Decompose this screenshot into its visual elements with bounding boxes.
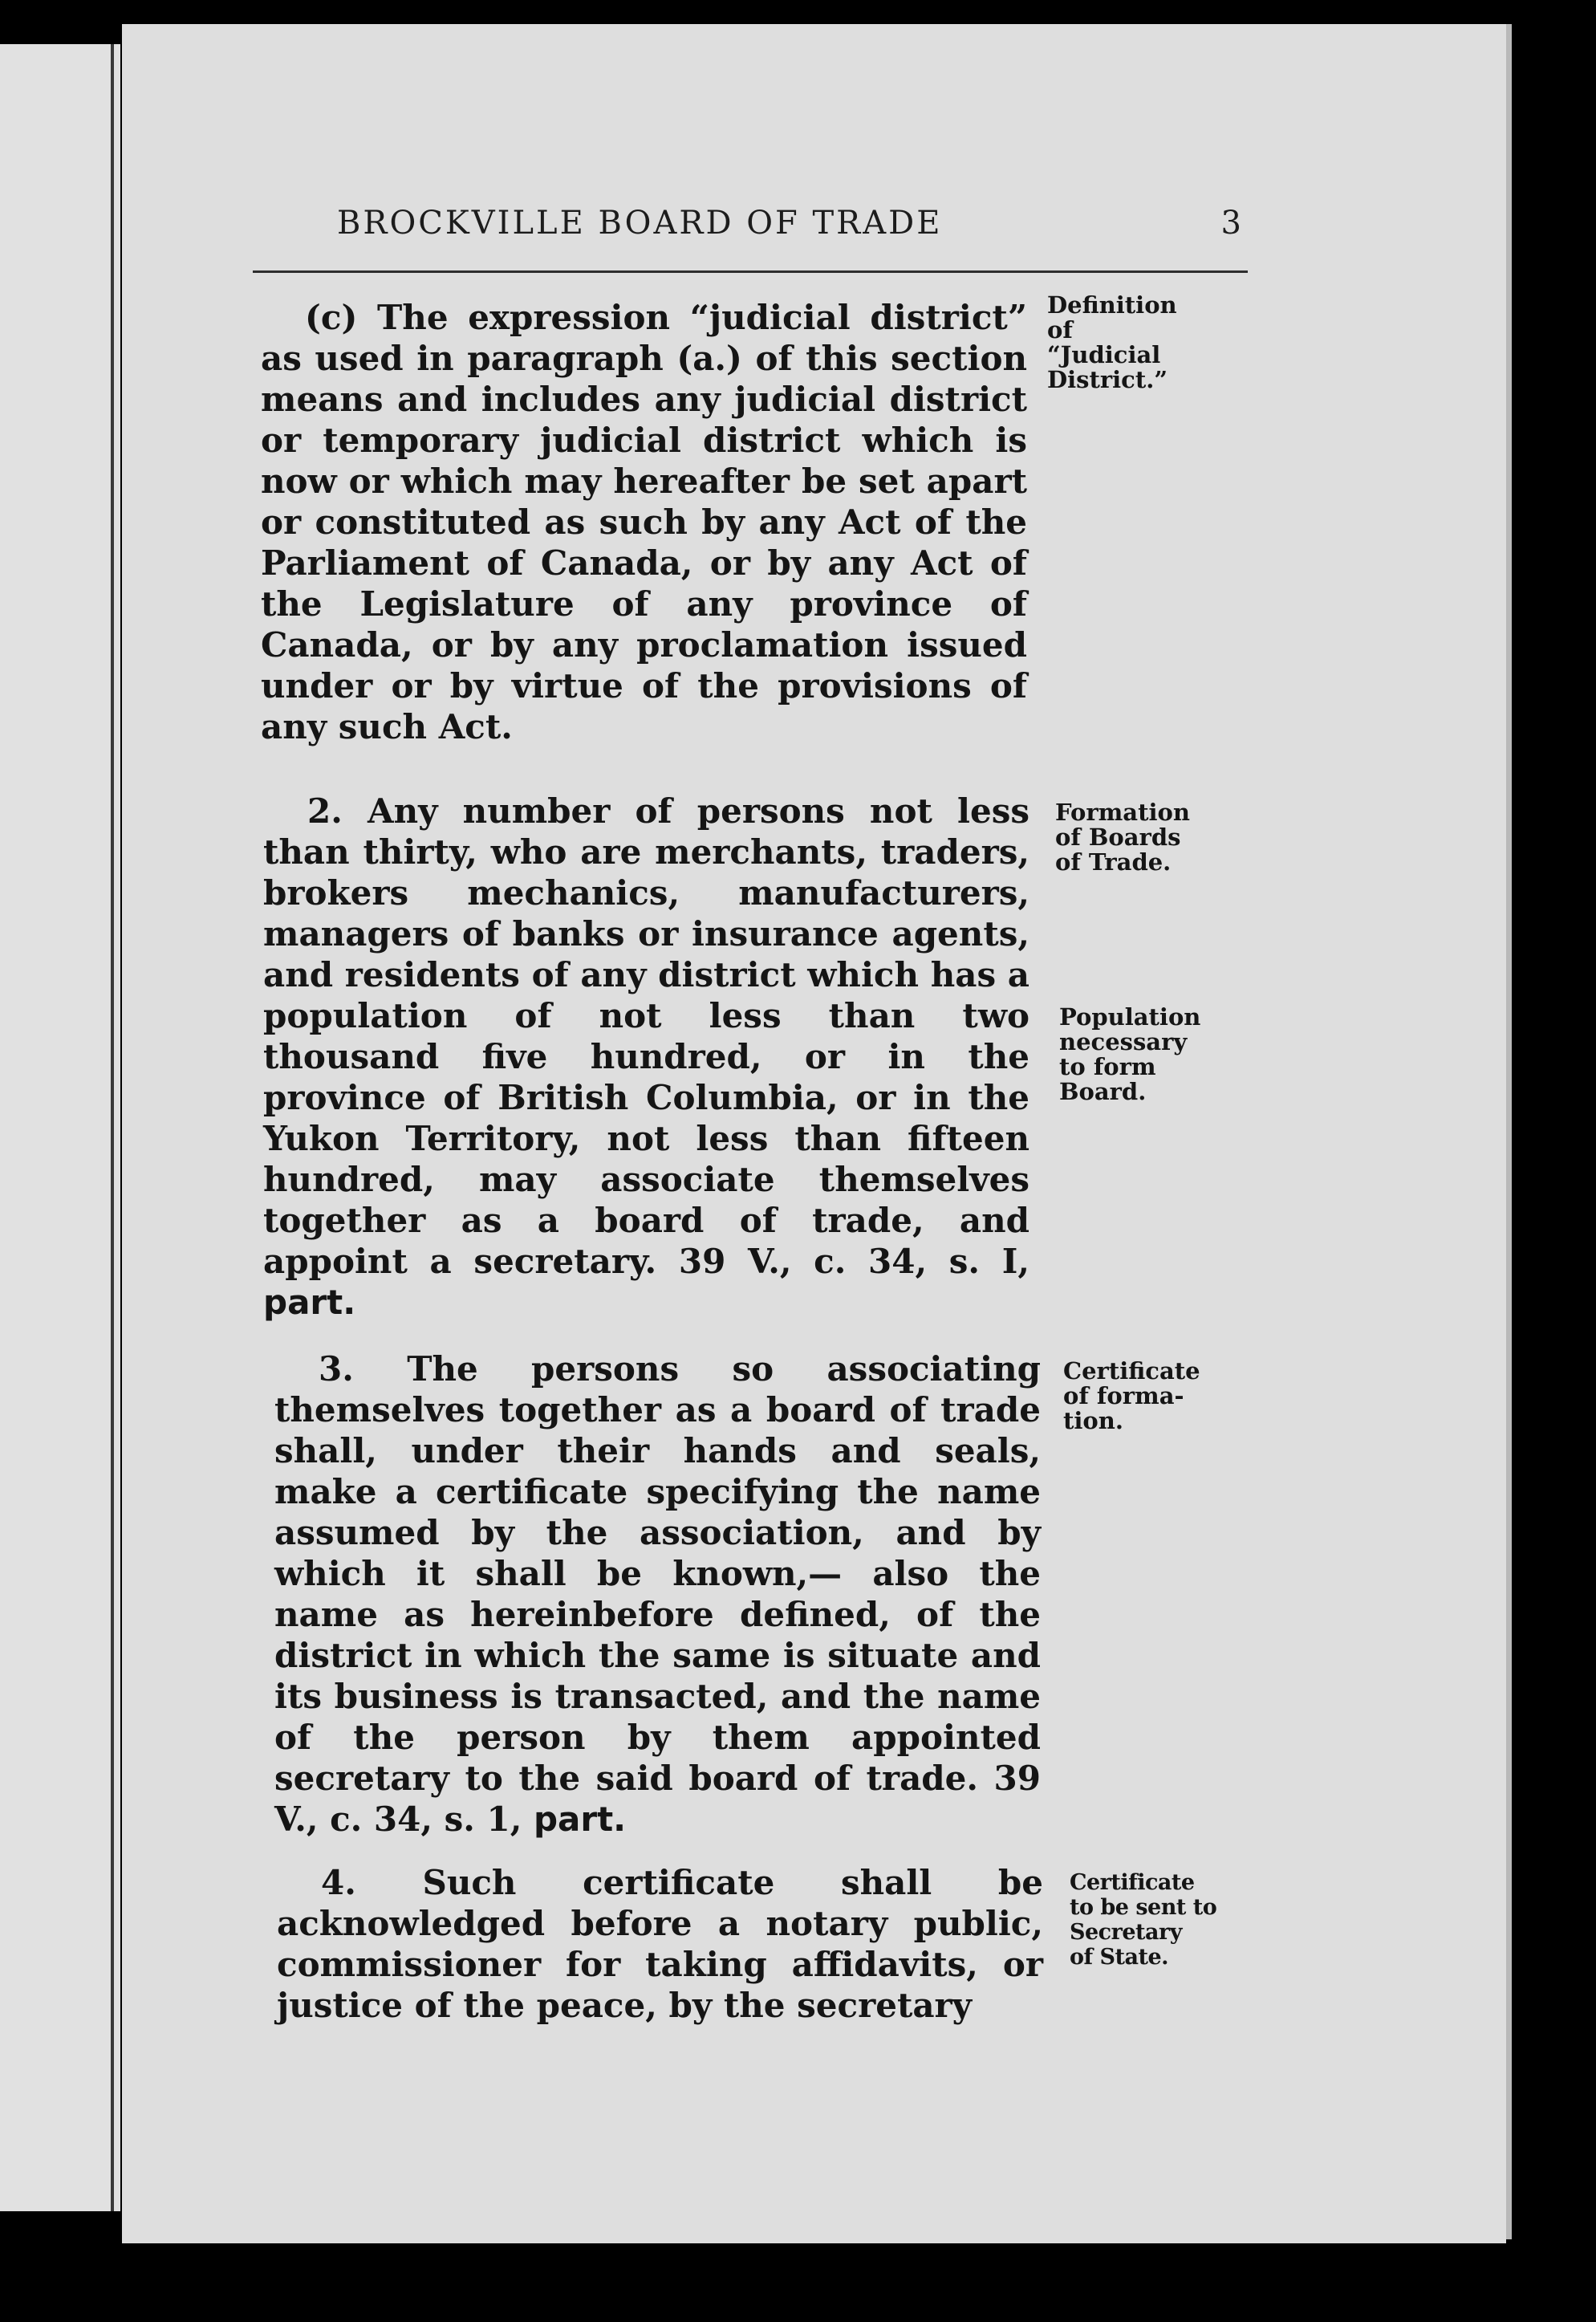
margin-note-formation bbox=[1055, 800, 1240, 875]
margin-note-certificate-secretary bbox=[1070, 1870, 1254, 1970]
citation-part: part. bbox=[263, 1283, 356, 1322]
margin-note-line: “Judicial bbox=[1047, 341, 1161, 368]
margin-note-line: of State. bbox=[1070, 1945, 1169, 1970]
paragraph-judicial-district bbox=[261, 297, 1027, 747]
paragraph-text: 3. The persons so associating themselves together as a board of trade shall, under their hands and seals, make a certificate specifying the name assumed by the association, and by which it shall be known,— also the name as hereinbefore defined, of the district in which the same is situate and its business is transacted, and the name of the person by them appointed secretary to the said board of trade. 39 V., c. 34, s. 1, bbox=[274, 1349, 1041, 1839]
header-title: BROCKVILLE BOARD OF TRADE bbox=[337, 205, 943, 242]
binding-gutter bbox=[111, 44, 114, 2211]
margin-note-definition bbox=[1047, 293, 1232, 392]
margin-note-line: of Trade. bbox=[1055, 848, 1172, 876]
paragraph-text: 4. Such certificate shall be acknowledged before a notary public, commissioner for taking affidavits, or justice of the peace, by the secretary bbox=[277, 1863, 1043, 2025]
paragraph-section-4 bbox=[277, 1862, 1043, 2026]
facing-page-edge bbox=[0, 44, 120, 2211]
margin-note-line: tion. bbox=[1063, 1407, 1123, 1434]
paragraph-section-2 bbox=[263, 791, 1029, 1323]
margin-note-line: Formation bbox=[1055, 799, 1190, 826]
margin-note-line: Board. bbox=[1059, 1078, 1147, 1105]
margin-note-certificate-formation bbox=[1063, 1359, 1248, 1433]
citation-part: part. bbox=[533, 1799, 627, 1839]
margin-note-line: District.” bbox=[1047, 366, 1168, 393]
margin-note-line: to form bbox=[1059, 1053, 1156, 1080]
margin-note-line: to be sent to bbox=[1070, 1895, 1217, 1920]
margin-note-line: of forma- bbox=[1063, 1382, 1184, 1409]
margin-note-line: of Boards bbox=[1055, 823, 1181, 851]
page-number: 3 bbox=[1220, 205, 1244, 242]
page-edge-shadow bbox=[1506, 24, 1512, 2239]
margin-note-line: of bbox=[1047, 316, 1073, 344]
margin-note-line: Definition bbox=[1047, 291, 1177, 319]
paragraph-text: (c) The expression “judicial district” as used in paragraph (a.) of this section means and includes any judicial district or temporary judicial district which is now or which may hereafter be set apart or constituted as such by any Act of the Parliament of Canada, or by any Act of the Legislature of any province of Canada, or by any proclamation issued under or by virtue of the provisions of any such Act. bbox=[261, 298, 1027, 746]
margin-note-line: Secretary bbox=[1070, 1920, 1182, 1945]
header-rule bbox=[253, 270, 1248, 273]
running-header bbox=[337, 205, 1244, 245]
margin-note-line: necessary bbox=[1059, 1028, 1188, 1055]
margin-note-line: Certificate bbox=[1063, 1357, 1200, 1385]
margin-note-line: Population bbox=[1059, 1003, 1201, 1031]
paragraph-text: 2. Any number of persons not less than thirty, who are merchants, traders, brokers mechanics, manufacturers, managers of banks or insurance agents, and residents of any district which has a population of not less than two thousand five hundred, or in the province of British Columbia, or in the Yukon Territory, not less than fifteen hundred, may associate themselves together as a board of trade, and appoint a secretary. 39 V., c. 34, s. I, bbox=[263, 791, 1029, 1281]
margin-note-population bbox=[1059, 1005, 1244, 1104]
margin-note-line: Certificate bbox=[1070, 1870, 1195, 1895]
paragraph-section-3 bbox=[274, 1348, 1041, 1840]
